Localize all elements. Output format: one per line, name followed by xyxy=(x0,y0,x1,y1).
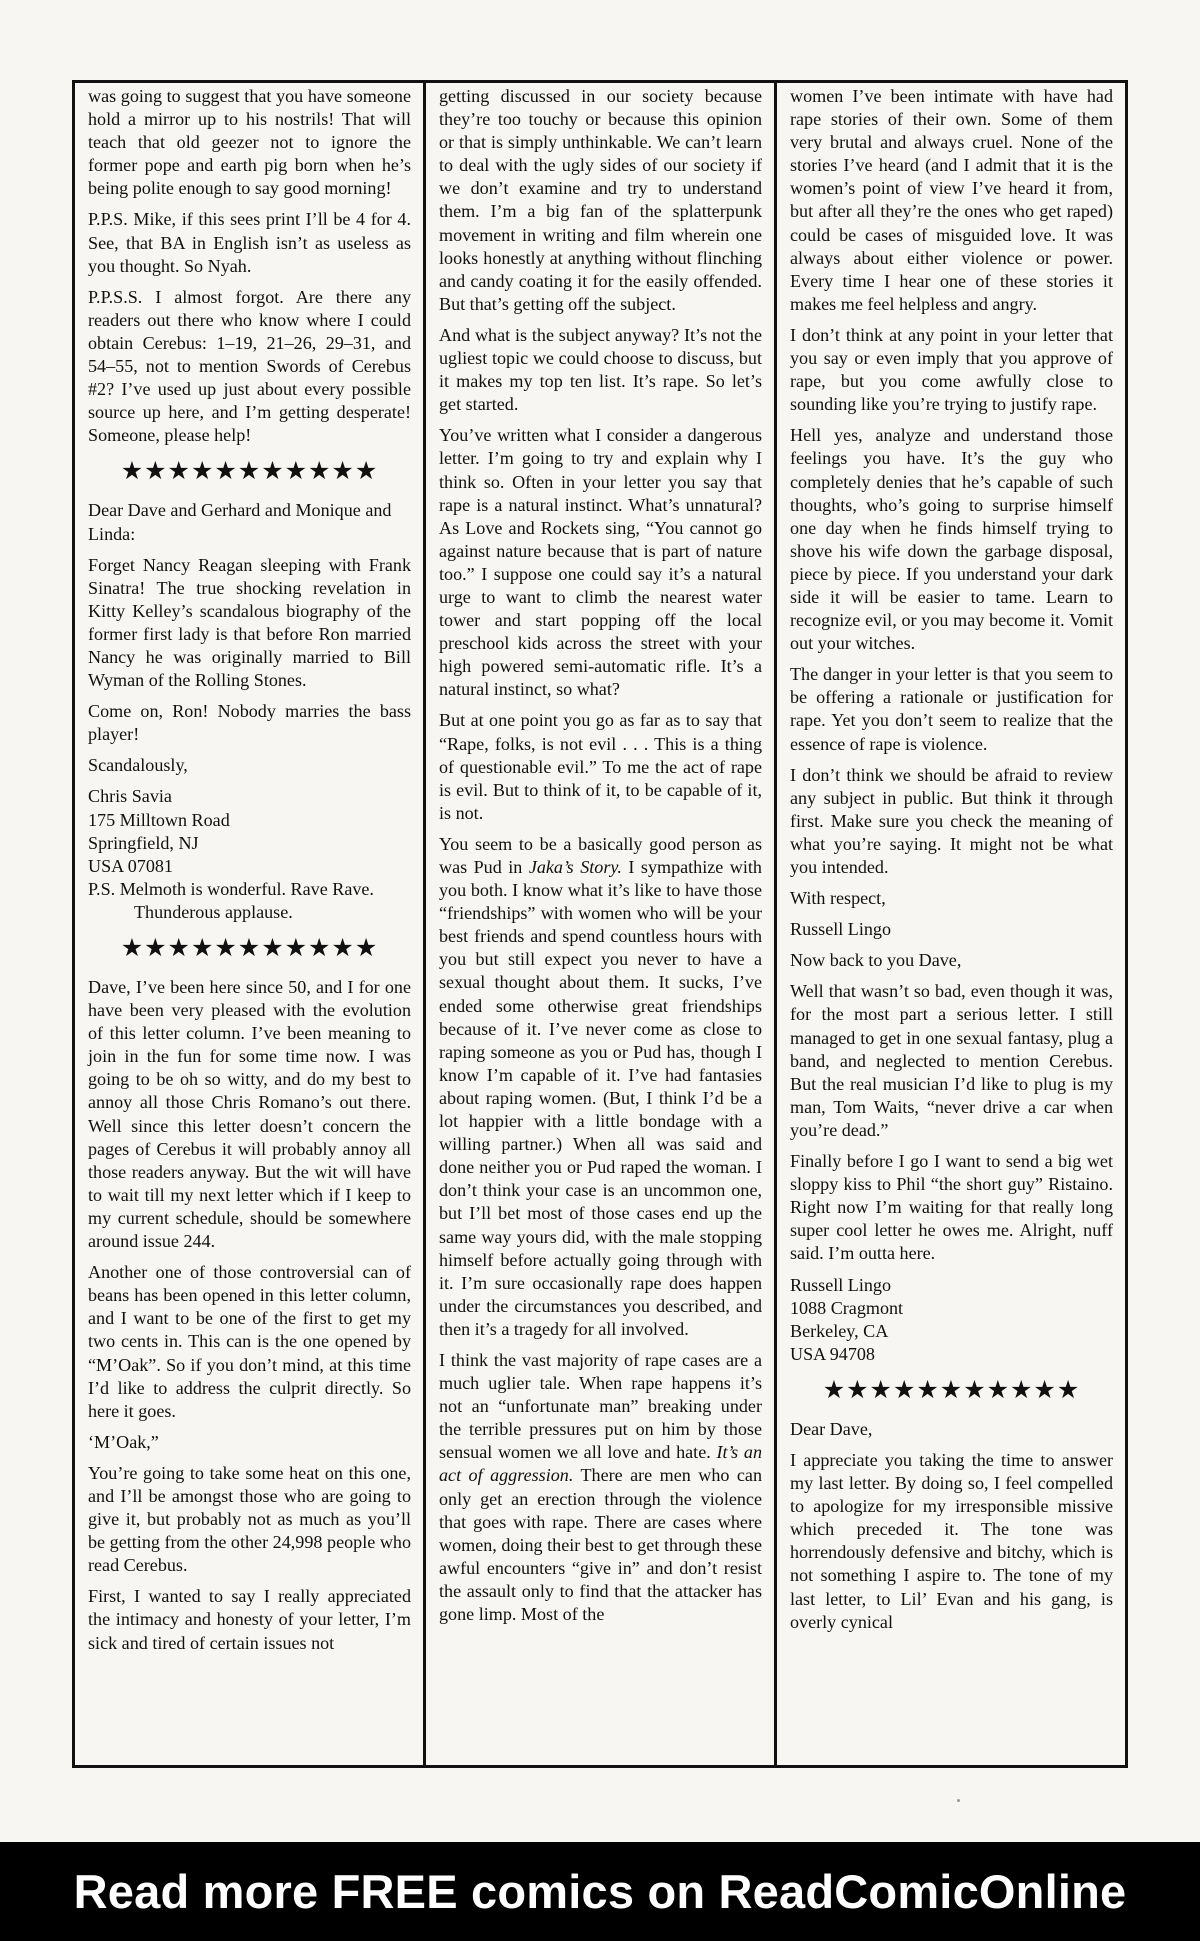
postscript: P.S. Melmoth is wonderful. Rave Rave. xyxy=(88,878,374,899)
promo-banner[interactable] xyxy=(0,1842,1200,1941)
paragraph: Finally before I go I want to send a big wet sloppy kiss to Phil “the short guy” Ristaino. Right now I’m waiting for that really long super cool letter he owes me. Alright, nuff said. I’m outta here. xyxy=(790,1151,1113,1264)
speck xyxy=(957,1799,960,1802)
italic-title: Jaka’s Story. xyxy=(528,857,622,877)
paragraph: P.P.S. Mike, if this sees print I’ll be 4 for 4. See, that BA in English isn’t as useless as you thought. So Nyah. xyxy=(88,209,411,276)
signature-address-line: USA 07081 xyxy=(88,855,173,876)
paragraph: Forget Nancy Reagan sleeping with Frank Sinatra! The true shocking revelation in Kitty Kelley’s scandalous biography of the former first lady is that before Ron married Nancy he was originally married to Bill Wyman of the Rolling Stones. xyxy=(88,554,411,691)
paragraph xyxy=(439,833,762,1341)
paragraph: I don’t think at any point in your letter that you say or even imply that you approve of rape, but you come awfully close to sounding like you’re trying to justify rape. xyxy=(790,324,1113,415)
paragraph: You’ve written what I consider a dangerous letter. I’m going to try and explain why I think so. Often in your letter you say that rape is a natural instinct. What’s unnatural? As Love and Rockets sing, “You cannot go against nature because that is part of nature too.” I suppose one could say it’s a natural urge to want to climb the nearest water tower and start popping off the local preschool kids across the street with your high powered semi-automatic rifle. It’s a natural instinct, so what? xyxy=(439,425,762,700)
paragraph: P.P.S.S. I almost forgot. Are there any readers out there who know where I could obtain Cerebus: 1–19, 21–26, 29–31, and 54–55, not to mention Swords of Cerebus #2? I’ve used up just about every possible source up here, and I’m getting desperate! Someone, please help! xyxy=(88,286,411,446)
paragraph: The danger in your letter is that you seem to be offering a rationale or justification for rape. Yet you don’t seem to realize that the essence of rape is violence. xyxy=(790,664,1113,754)
signature-name: Chris Savia xyxy=(88,786,172,807)
signature-address-line: 1088 Cragmont xyxy=(790,1297,904,1318)
paragraph: getting discussed in our society because they’re too touchy or because this opinion or that is simply unthinkable. We can’t learn to deal with the ugly sides of our society if we don’t examine and try to understand them. I’m a big fan of the splatterpunk movement in writing and film wherein one looks honestly at anything without flinching and candy coating it for the easily offended. But that’s getting off the subject. xyxy=(439,86,762,314)
postscript-continued: Thunderous applause. xyxy=(134,901,293,922)
closing: Scandalously, xyxy=(88,755,188,776)
column-2 xyxy=(423,83,774,1765)
paragraph: I appreciate you taking the time to answer my last letter. By doing so, I feel compelled to apologize for my irresponsible missive which preceded it. The tone was horrendously defensive and bitchy, which is not something I aspire to. The tone of my last letter, to Lil’ Evan and his gang, is overly cynical xyxy=(790,1449,1113,1632)
closing: With respect, xyxy=(790,888,886,909)
text-run: I think the vast majority of rape cases are a much uglier tale. When rape happens it’s not an “unfortunate man” breaking under the terrible pressures put on him by those sensual women we all love and hate. xyxy=(439,1349,762,1463)
paragraph xyxy=(439,1349,762,1626)
paragraph: You’re going to take some heat on this one, and I’ll be amongst those who are going to give it, but probably not as much as you’ll be getting from the other 24,998 people who read Cerebus. xyxy=(88,1462,411,1576)
paragraph: First, I wanted to say I really appreciated the intimacy and honesty of your letter, I’m sick and tired of certain issues not xyxy=(88,1586,411,1653)
letters-page-frame xyxy=(72,80,1128,1768)
text-run: You seem to be a basically good person as was Pud in xyxy=(439,833,762,877)
signature-name: Russell Lingo xyxy=(790,919,892,940)
paragraph: Well that wasn’t so bad, even though it was, for the most part a serious letter. I still managed to get in one sexual fantasy, plug a band, and neglected to mention Cerebus. But the real musician I’d like to plug is my man, Tom Waits, “never drive a car when you’re dead.” xyxy=(790,981,1113,1140)
paragraph: Another one of those controversial can of beans has been opened in this letter column, and I want to be one of the first to get my two cents in. This can is the one opened by “M’Oak”. So if you don’t mind, at this time I’d like to address the culprit directly. So here it goes. xyxy=(88,1262,411,1421)
signature-address-line: Berkeley, CA xyxy=(790,1320,889,1341)
paragraph: But at one point you go as far as to say that “Rape, folks, is not evil . . . This is a thing of questionable evil.” To me the act of rape is evil. But to think of it, to be capable of it, is not. xyxy=(439,710,762,823)
salutation: Dear Dave, xyxy=(790,1418,873,1439)
column-1 xyxy=(75,83,423,1765)
paragraph: women I’ve been intimate with have had rape stories of their own. Some of them very brutal and always cruel. None of the stories I’ve heard (and I admit that it is the women’s point of view I’ve heard it from, but after all they’re the ones who get raped) could be cases of misguided love. It was always about either violence or power. Every time I hear one of these stories it makes me feel helpless and angry. xyxy=(790,86,1113,314)
paragraph: Come on, Ron! Nobody marries the bass player! xyxy=(88,701,411,745)
signature-name: Russell Lingo xyxy=(790,1274,892,1295)
star-divider: ★★★★★★★★★★★ xyxy=(120,456,379,486)
salutation: Now back to you Dave, xyxy=(790,950,962,971)
text-run: There are men who can only get an erection through the violence that goes with rape. There are cases where women, doing their best to get through these awful encounters “give in” and don’t resist the assault only to find that the attacker has gone limp. Most of the xyxy=(439,1465,762,1624)
signature-address-line: USA 94708 xyxy=(790,1343,875,1364)
paragraph: Hell yes, analyze and understand those feelings you have. It’s the guy who completely denies that he’s capable of such thoughts, who’s going to surprise himself one day when he finds himself trying to shove his wife down the garbage disposal, piece by piece. If you understand your dark side it will be easier to tame. Learn to recognize evil, or you may become it. Vomit out your witches. xyxy=(790,425,1113,654)
paragraph: And what is the subject anyway? It’s not the ugliest topic we could choose to discuss, but it makes my top ten list. It’s rape. So let’s get started. xyxy=(439,324,762,415)
paragraph: was going to suggest that you have someone hold a mirror up to his nostrils! That will teach that old geezer not to ignore the former pope and earth pig born when he’s being polite enough to say good morning! xyxy=(88,86,411,199)
italic-emphasis: It’s an act of aggression. xyxy=(439,1442,763,1486)
signature-address-line: 175 Milltown Road xyxy=(88,809,230,830)
paragraph: Dave, I’ve been here since 50, and I for one have been very pleased with the evolution of this letter column. I’ve been meaning to join in the fun for some time now. I was going to be oh so witty, and do my best to annoy all those Chris Romano’s out there. Well since this letter doesn’t concern the pages of Cerebus it will probably annoy all those readers anyway. But the wit will have to wait till my next letter which if I keep to my current schedule, should be somewhere around issue 244. xyxy=(88,977,411,1252)
star-divider: ★★★★★★★★★★★ xyxy=(120,933,379,962)
text-run: I sympathize with you both. I know what it’s like to have those “friendships” with women who will be your best friends and spend countless hours with you but still expect you never to have a sexual thought about them. It sucks, I’ve ended some otherwise great friendships because of it. I’ve never come as close to raping someone as you or Pud has, though I know I’m capable of it. I’ve had fantasies about raping women. (But, I think I’d be a lot happier with a little bondage with a willing partner.) When all was said and done neither you or Pud raped the woman. I don’t think your case is an uncommon one, but I’ll bet most of those cases end up the same way yours did, with the male stopping himself before actually going through with it. I’m sure occasionally rape does happen under the circumstances you described, and then it’s a tragedy for all involved. xyxy=(439,857,762,1339)
column-3 xyxy=(774,83,1125,1765)
paragraph: I don’t think we should be afraid to review any subject in public. But think it through first. Make sure you check the meaning of what you’re saying. It might not be what you intended. xyxy=(790,764,1113,877)
salutation: Dear Dave and Gerhard and Monique and Linda: xyxy=(88,500,392,544)
salutation: ‘M’Oak,” xyxy=(88,1431,159,1452)
star-divider: ★★★★★★★★★★★ xyxy=(822,1374,1081,1404)
signature-address-line: Springfield, NJ xyxy=(88,832,199,853)
promo-banner-text[interactable]: Read more FREE comics on ReadComicOnline xyxy=(73,1865,1127,1918)
